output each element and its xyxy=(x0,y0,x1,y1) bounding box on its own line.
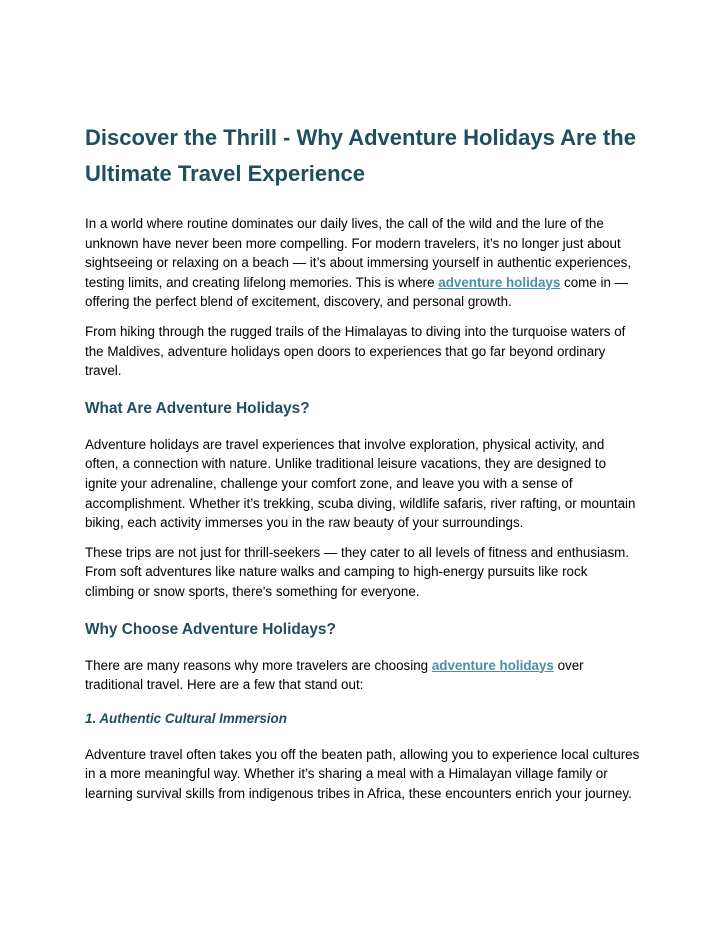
why-text-after-link: over traditional travel. Here are a few that stand out: xyxy=(85,657,584,693)
page-title: Discover the Thrill - Why Adventure Holidays Are the Ultimate Travel Experience xyxy=(85,125,636,186)
section-heading-why: Why Choose Adventure Holidays? xyxy=(85,620,336,638)
why-text-before-link: There are many reasons why more travelers are choosing xyxy=(85,657,432,673)
adventure-holidays-link[interactable]: adventure holidays xyxy=(438,274,561,290)
subheading-cultural-immersion: 1. Authentic Cultural Immersion xyxy=(85,710,287,726)
intro-paragraph-2: From hiking through the rugged trails of the Himalayas to diving into the turquoise waters of the Maldives, adventure holidays open doors to experiences that go far beyond ordinary travel. xyxy=(85,323,626,379)
what-paragraph-1: Adventure holidays are travel experiences that involve exploration, physical activity, and often, a connection with nature. Unlike traditional leisure vacations, they are designed to ignite your adrenaline, challenge your comfort zone, and leave you with a sense of accomplishment. Whether it’s trekking, scuba diving, wildlife safaris, river rafting, or mountain biking, each activity immerses you in the raw beauty of your surroundings. xyxy=(85,436,636,531)
why-paragraph-1 xyxy=(85,656,640,695)
intro-paragraph-1 xyxy=(85,214,640,312)
adventure-holidays-link-2[interactable]: adventure holidays xyxy=(431,657,554,673)
intro-text-before-link: In a world where routine dominates our daily lives, the call of the wild and the lure of the unknown have never been more compelling. For modern travelers, it’s no longer just about sightseeing or relaxing on a beach — it’s about immersing yourself in authentic experiences, testing limits, and creating lifelong memories. This is where xyxy=(85,216,632,290)
document-page xyxy=(85,120,640,813)
section-heading-what: What Are Adventure Holidays? xyxy=(85,399,310,417)
what-paragraph-2: These trips are not just for thrill-seekers — they cater to all levels of fitness and enthusiasm. From soft adventures like nature walks and camping to high-energy pursuits like rock climbing or snow sports, there's something for everyone. xyxy=(85,544,630,599)
intro-text-after-link: come in — offering the perfect blend of excitement, discovery, and personal growth. xyxy=(85,274,629,310)
cultural-immersion-paragraph: Adventure travel often takes you off the beaten path, allowing you to experience local cultures in a more meaningful way. Whether it’s sharing a meal with a Himalayan village family or learning survival skills from indigenous tribes in Africa, these encounters enrich your journey. xyxy=(85,746,640,801)
